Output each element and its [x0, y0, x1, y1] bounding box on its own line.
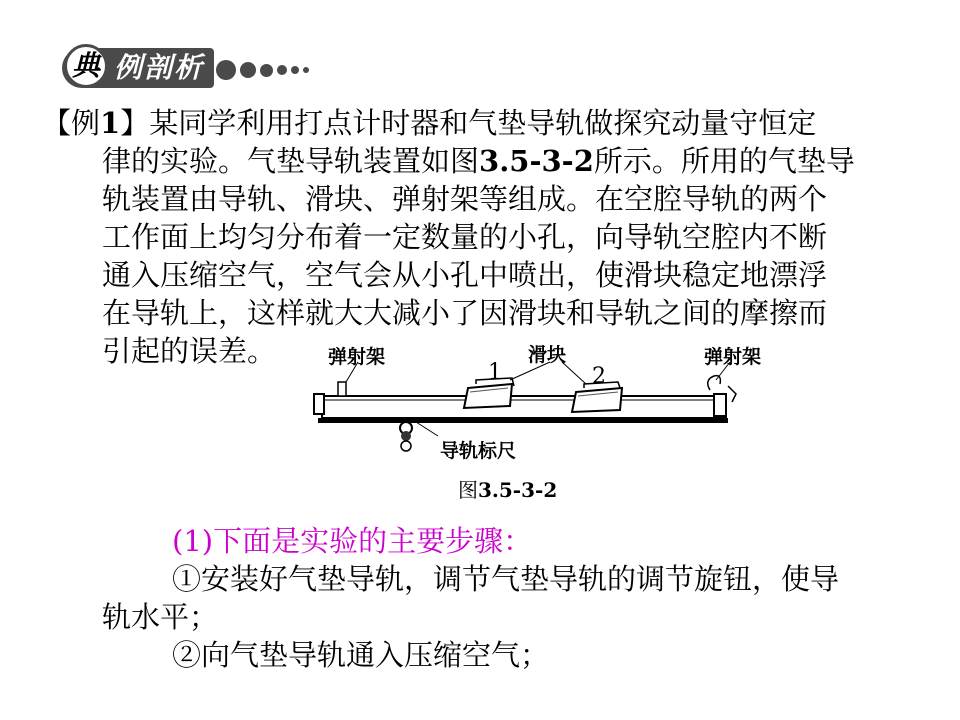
example-line-7: 引起的误差。 — [102, 334, 277, 368]
right-launcher-spring — [708, 376, 721, 390]
example-text: 律的实验。气垫导轨装置如图 — [102, 144, 480, 178]
step-1-line-2: 轨水平； — [102, 600, 219, 634]
label-right-launcher: 弹射架 — [704, 346, 762, 368]
track-scale-rail — [318, 418, 728, 423]
label-slider-2: 2 — [592, 364, 606, 389]
banner-title: 例剖析 — [114, 51, 205, 84]
right-launcher-clip — [728, 386, 736, 402]
label-slider-1: 1 — [488, 360, 502, 385]
slider-2 — [572, 388, 622, 412]
adjustment-knob-foot — [401, 441, 411, 451]
example-line-1 — [42, 104, 816, 142]
figure-reference: 3.5-3-2 — [479, 144, 594, 178]
banner-first-char: 典 — [64, 44, 108, 88]
figure-caption-number: 3.5-3-2 — [478, 478, 558, 502]
example-bracket-close: 】 — [120, 106, 150, 140]
label-slider: 滑块 — [528, 344, 567, 366]
figure-caption-prefix: 图 — [458, 478, 478, 502]
adjustment-knob-mid — [401, 431, 411, 441]
scale-leader — [416, 422, 438, 436]
step-2: ②向气垫导轨通入压缩空气； — [172, 638, 550, 672]
example-text: 某同学利用打点计时器和气垫导轨做探究动量守恒定 — [149, 106, 817, 140]
banner-dot — [240, 62, 256, 78]
banner-dot — [277, 65, 287, 75]
example-number: 1 — [100, 106, 121, 140]
air-track-rail — [322, 396, 726, 418]
slider-1 — [464, 384, 512, 408]
right-launcher — [714, 394, 726, 416]
banner-dot — [291, 66, 299, 74]
example-line-3: 轨装置由导轨、滑块、弹射架等组成。在空腔导轨的两个 — [102, 182, 828, 216]
example-line-4: 工作面上均匀分布着一定数量的小孔，向导轨空腔内不断 — [102, 220, 828, 254]
section-banner — [62, 44, 322, 94]
example-line-5: 通入压缩空气，空气会从小孔中喷出，使滑块稳定地漂浮 — [102, 258, 828, 292]
air-track-figure — [300, 340, 780, 460]
example-bracket-open: 【例 — [42, 106, 101, 140]
left-launcher — [314, 394, 324, 414]
step-1-line-1: ①安装好气垫导轨，调节气垫导轨的调节旋钮，使导 — [172, 562, 840, 596]
banner-dot — [216, 60, 236, 80]
left-launcher-post — [338, 382, 346, 396]
steps-heading: (1)下面是实验的主要步骤： — [172, 524, 533, 558]
banner-dot — [303, 67, 309, 73]
banner-dot — [260, 64, 273, 77]
example-line-6: 在导轨上，这样就大大减小了因滑块和导轨之间的摩擦而 — [102, 296, 828, 330]
label-left-launcher: 弹射架 — [328, 346, 386, 368]
label-track-scale: 导轨标尺 — [440, 440, 517, 462]
example-text: 所示。所用的气垫导 — [593, 144, 855, 178]
figure-caption — [458, 474, 557, 503]
example-line-2 — [102, 142, 855, 180]
